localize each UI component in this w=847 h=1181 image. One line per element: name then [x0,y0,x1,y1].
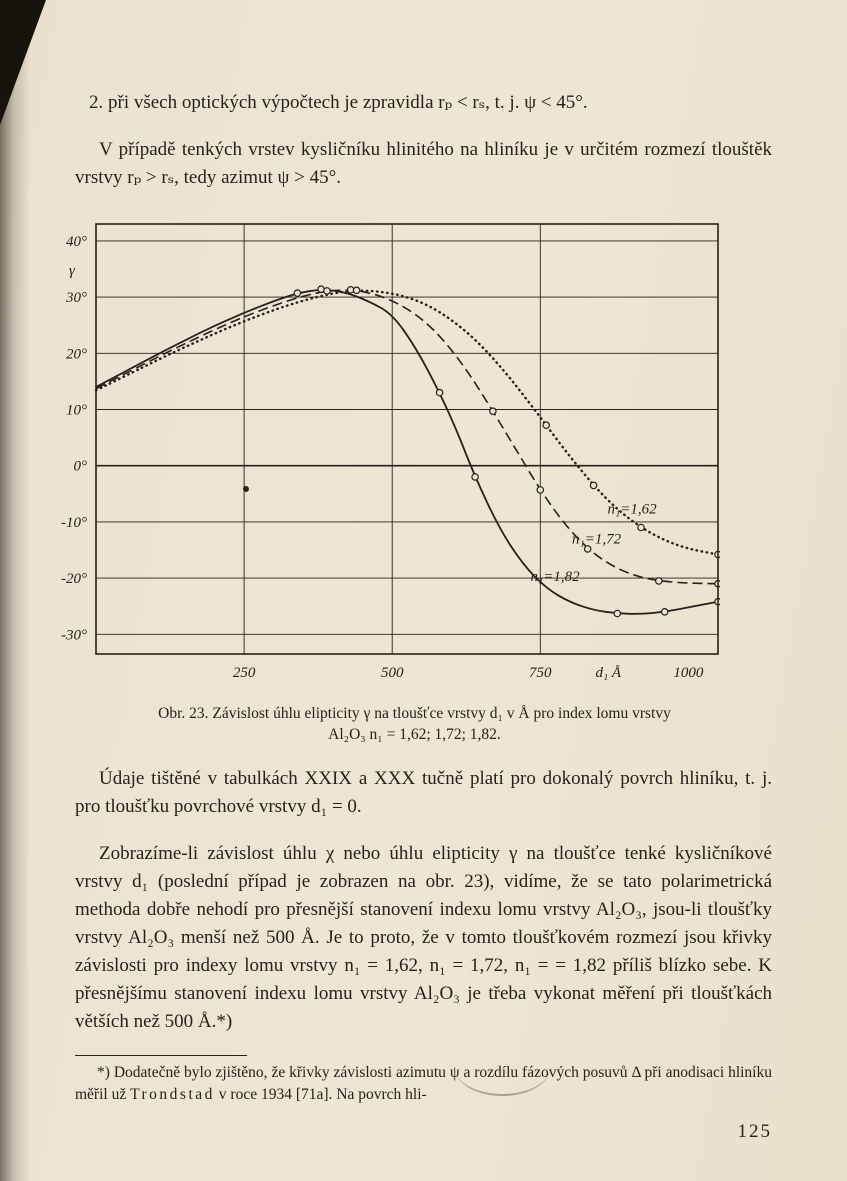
chart-point-marker [472,474,478,480]
chart-y-tick-label: 30° [66,290,87,307]
chart-x-tick-label: 750 [529,665,552,681]
page-gutter-shadow [0,0,30,1181]
ellipticity-chart [50,218,720,693]
paragraph-tables: Údaje tištěné v tabulkách XXIX a XXX tučně platí pro dokonalý povrch hliníku, t. j. pro tloušťku povrchové vrstvy d₁ = 0. [75,768,772,817]
chart-point-marker [614,610,620,616]
chart-point-marker [590,482,596,488]
chart-y-tick-label: 40° [66,233,87,250]
chart-point-marker [353,287,359,293]
chart-point-marker [436,389,442,395]
chart-y-axis-label: γ [69,263,75,279]
chart-y-tick-label: 10° [66,402,87,419]
footnote-text-2: v roce 1934 [71a]. Na povrch hli- [214,1085,427,1103]
chart-x-tick-label: 500 [380,665,404,681]
chart-point-marker [662,609,668,615]
chart-border [96,224,718,654]
footnote [75,1062,772,1105]
figure-caption [57,703,772,745]
chart-point-marker [543,422,549,428]
chart-y-tick-label: -20° [61,571,87,588]
chart-curve [96,290,718,614]
footnote-text-1: *) Dodatečně bylo zjištěno, že křivky závislosti azimutu ψ a rozdílu fázových posuvů Δ při anodisaci hliníku měřil už [75,1064,772,1103]
chart-point-marker [537,487,543,493]
chart-point-marker [490,408,496,414]
footnote-rule [75,1055,247,1056]
chart-point-marker [638,524,644,530]
chart-point-marker [656,578,662,584]
paragraph-optics-rule: 2. při všech optických výpočtech je zpravidla rₚ < rₛ, t. j. ψ < 45°. [89,92,588,113]
chart-curve-label: n₁=1,72 [572,531,622,548]
page-number: 125 [737,1121,772,1142]
page-content [61,70,772,1143]
paragraph-method: Zobrazíme-li závislost úhlu χ nebo úhlu elipticity γ na tloušťce tenké kysličníkové vrstvy d₁ (poslední případ je zobrazen na obr. 23), vidíme, že se tato polarimetrická methoda dobře nehodí pro přesnější stanovení indexu lomu vrstvy Al₂O₃, jsou-li tloušťky vrstvy Al₂O₃ menší než 500 Å. Je to proto, že v tomto tloušťkovém rozmezí jsou křivky závislosti pro indexy lomu vrstvy n₁ = 1,62, n₁ = 1,72, n₁ = = 1,82 příliš blízko sebe. K přesnějšímu stanovení indexu lomu vrstvy Al₂O₃ je třeba vykonat měření při tloušťkách větších než 500 Å.*) [75,843,772,1032]
chart-curve-label: n₁=1,62 [607,501,657,518]
chart-y-tick-label: 0° [73,458,87,475]
chart-y-tick-label: -30° [61,627,87,644]
figure-23 [50,218,730,745]
caption-line-1: Obr. 23. Závislost úhlu elipticity γ na tloušťce vrstvy d₁ v Å pro index lomu vrstvy [158,705,671,722]
chart-y-tick-label: -10° [61,514,87,531]
chart-point-marker [294,290,300,296]
chart-x-tick-label: 250 [232,665,256,681]
chart-x-axis-label: d₁ Å [595,665,622,681]
paragraph-thin-films: V případě tenkých vrstev kysličníku hlinitého na hliníku je v určitém rozmezí tlouštěk vrstvy rₚ > rₛ, tedy azimut ψ > 45°. [75,139,772,188]
chart-x-tick-label: 1000 [673,665,704,681]
footnote-author: Trondstad [130,1085,215,1103]
ink-speck [243,486,249,492]
chart-point-marker [324,288,330,294]
chart-container [50,218,720,693]
caption-line-2: Al₂O₃ n₁ = 1,62; 1,72; 1,82. [328,726,501,743]
chart-y-tick-label: 20° [66,346,87,363]
chart-curve-label: n₁=1,82 [530,568,580,585]
